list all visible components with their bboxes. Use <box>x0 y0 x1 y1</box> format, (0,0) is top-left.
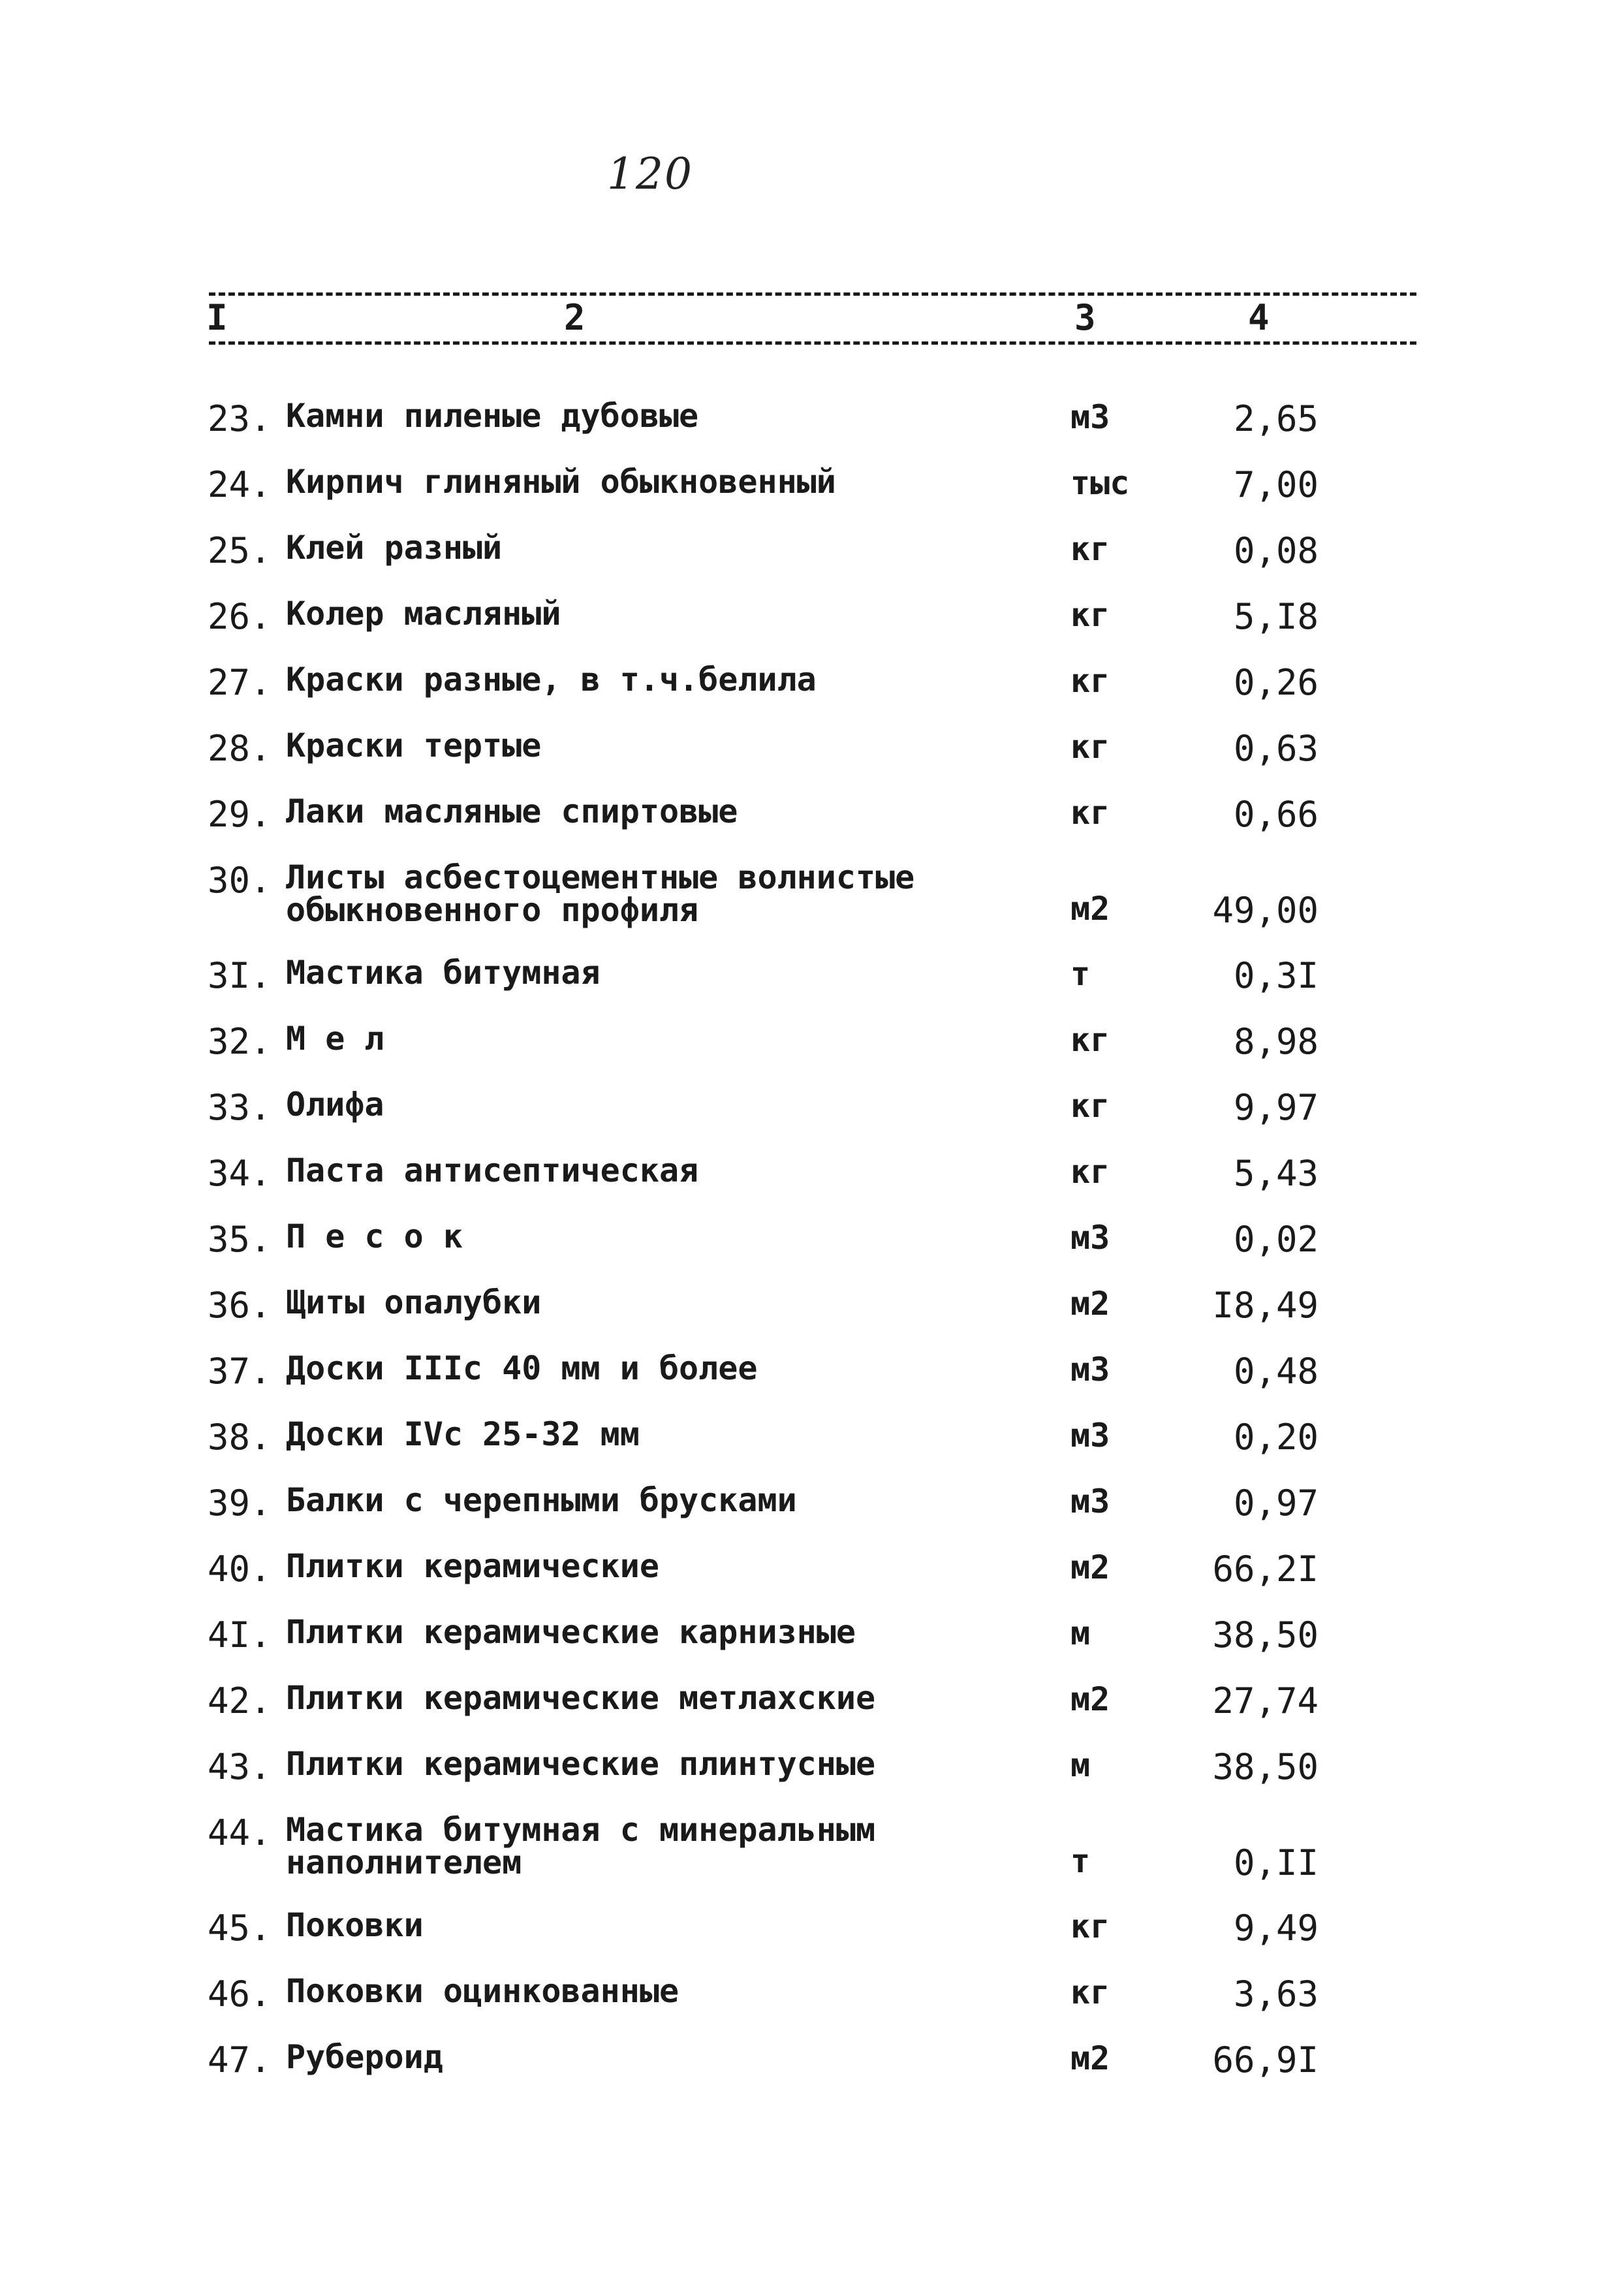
quantity: 27,74 <box>1212 1680 1319 1721</box>
unit: тыс <box>1070 464 1130 502</box>
row-number: 47. <box>208 2039 272 2080</box>
unit: кг <box>1070 662 1110 700</box>
quantity: 5,I8 <box>1233 596 1319 637</box>
quantity: 7,00 <box>1233 464 1319 505</box>
page-number: 120 <box>607 149 693 199</box>
table-row <box>0 524 1624 589</box>
row-number: 37. <box>208 1351 272 1392</box>
row-number: 36. <box>208 1285 272 1326</box>
quantity: 49,00 <box>1212 890 1319 931</box>
row-number: 44. <box>208 1812 272 1853</box>
material-name: Краски разные, в т.ч.белила <box>286 661 817 699</box>
table-row <box>0 589 1624 655</box>
quantity: 8,98 <box>1233 1021 1319 1062</box>
quantity: 0,97 <box>1233 1483 1319 1524</box>
material-name: Плитки керамические <box>286 1547 659 1585</box>
quantity: 38,50 <box>1212 1746 1319 1787</box>
table-row <box>0 1901 1624 1967</box>
unit: кг <box>1070 1021 1110 1059</box>
quantity: 9,97 <box>1233 1087 1319 1128</box>
row-number: 24. <box>208 464 272 505</box>
unit: м2 <box>1070 1680 1110 1718</box>
material-name: Мастика битумная с минеральным наполнителем <box>286 1811 876 1881</box>
table-row <box>0 2033 1624 2099</box>
row-number: 23. <box>208 398 272 439</box>
material-name: Доски IVс 25-32 мм <box>286 1415 640 1453</box>
table-row <box>0 1014 1624 1080</box>
unit: м3 <box>1070 1219 1110 1257</box>
material-name: Рубероид <box>286 2038 443 2076</box>
quantity: 66,2I <box>1212 1548 1319 1590</box>
quantity: 0,02 <box>1233 1219 1319 1260</box>
row-number: 3I. <box>208 955 272 996</box>
material-name: Мастика битумная <box>286 954 601 992</box>
table-row <box>0 853 1624 949</box>
row-number: 25. <box>208 530 272 571</box>
material-name: Листы асбестоцементные волнистые обыкновенного профиля <box>286 858 915 929</box>
material-name: Балки с черепными брусками <box>286 1481 797 1519</box>
material-name: Камни пиленые дубовые <box>286 397 699 435</box>
unit: кг <box>1070 530 1110 568</box>
unit: кг <box>1070 596 1110 634</box>
quantity: 0,20 <box>1233 1417 1319 1458</box>
header-divider-bottom <box>209 341 1416 345</box>
materials-table <box>0 392 1624 2099</box>
table-row <box>0 1806 1624 1901</box>
table-row <box>0 949 1624 1014</box>
unit: кг <box>1070 1087 1110 1125</box>
table-row <box>0 1542 1624 1608</box>
quantity: 2,65 <box>1233 398 1319 439</box>
column-header-3: 3 <box>1070 297 1100 338</box>
table-row <box>0 1967 1624 2033</box>
unit: т <box>1070 955 1091 993</box>
material-name: Колер масляный <box>286 595 561 633</box>
material-name: П е с о к <box>286 1217 463 1255</box>
material-name: Поковки <box>286 1906 424 1944</box>
column-header-1: I <box>202 297 232 338</box>
unit: кг <box>1070 1153 1110 1191</box>
quantity: 0,3I <box>1233 955 1319 996</box>
row-number: 32. <box>208 1021 272 1062</box>
table-row <box>0 1344 1624 1410</box>
material-name: Плитки керамические плинтусные <box>286 1745 876 1783</box>
row-number: 42. <box>208 1680 272 1721</box>
unit: м3 <box>1070 1483 1110 1520</box>
quantity: 38,50 <box>1212 1614 1319 1656</box>
quantity: 3,63 <box>1233 1973 1319 2015</box>
material-name: Поковки оцинкованные <box>286 1972 679 2010</box>
table-row <box>0 655 1624 721</box>
table-row <box>0 392 1624 458</box>
row-number: 28. <box>208 728 272 769</box>
unit: м <box>1070 1614 1091 1652</box>
unit: кг <box>1070 1907 1110 1945</box>
table-row <box>0 1740 1624 1806</box>
quantity: 0,48 <box>1233 1351 1319 1392</box>
row-number: 38. <box>208 1417 272 1458</box>
table-row <box>0 787 1624 853</box>
material-name: М е л <box>286 1020 384 1058</box>
unit: м2 <box>1070 2039 1110 2077</box>
material-name: Кирпич глиняный обыкновенный <box>286 463 836 501</box>
unit: м3 <box>1070 1351 1110 1389</box>
row-number: 4I. <box>208 1614 272 1656</box>
material-name: Плитки керамические метлахские <box>286 1679 876 1717</box>
quantity: 0,66 <box>1233 794 1319 835</box>
row-number: 40. <box>208 1548 272 1590</box>
material-name: Клей разный <box>286 529 503 567</box>
quantity: I8,49 <box>1212 1285 1319 1326</box>
quantity: 66,9I <box>1212 2039 1319 2080</box>
table-row <box>0 1212 1624 1278</box>
table-row <box>0 458 1624 524</box>
row-number: 39. <box>208 1483 272 1524</box>
quantity: 0,63 <box>1233 728 1319 769</box>
table-row <box>0 1476 1624 1542</box>
quantity: 0,II <box>1233 1842 1319 1883</box>
row-number: 45. <box>208 1907 272 1949</box>
table-row <box>0 1674 1624 1740</box>
row-number: 34. <box>208 1153 272 1194</box>
row-number: 35. <box>208 1219 272 1260</box>
unit: м3 <box>1070 1417 1110 1454</box>
row-number: 33. <box>208 1087 272 1128</box>
row-number: 30. <box>208 860 272 901</box>
unit: м3 <box>1070 398 1110 436</box>
row-number: 46. <box>208 1973 272 2015</box>
material-name: Доски IIIс 40 мм и более <box>286 1349 758 1387</box>
unit: кг <box>1070 794 1110 832</box>
table-row <box>0 1080 1624 1146</box>
quantity: 0,26 <box>1233 662 1319 703</box>
quantity: 9,49 <box>1233 1907 1319 1949</box>
unit: м2 <box>1070 1285 1110 1323</box>
quantity: 5,43 <box>1233 1153 1319 1194</box>
table-row <box>0 1410 1624 1476</box>
table-row <box>0 1608 1624 1674</box>
unit: м2 <box>1070 1548 1110 1586</box>
material-name: Олифа <box>286 1086 384 1123</box>
unit: м2 <box>1070 890 1110 928</box>
unit: т <box>1070 1842 1091 1880</box>
unit: кг <box>1070 728 1110 766</box>
material-name: Плитки керамические карнизные <box>286 1613 856 1651</box>
table-row <box>0 1278 1624 1344</box>
row-number: 26. <box>208 596 272 637</box>
column-header-2: 2 <box>560 297 589 338</box>
row-number: 43. <box>208 1746 272 1787</box>
material-name: Паста антисептическая <box>286 1152 699 1189</box>
material-name: Краски тертые <box>286 727 542 764</box>
material-name: Щиты опалубки <box>286 1283 542 1321</box>
unit: м <box>1070 1746 1091 1784</box>
header-divider-top <box>209 292 1416 296</box>
row-number: 27. <box>208 662 272 703</box>
quantity: 0,08 <box>1233 530 1319 571</box>
material-name: Лаки масляные спиртовые <box>286 793 738 830</box>
row-number: 29. <box>208 794 272 835</box>
table-row <box>0 721 1624 787</box>
column-header-4: 4 <box>1244 297 1273 338</box>
table-row <box>0 1146 1624 1212</box>
unit: кг <box>1070 1973 1110 2011</box>
